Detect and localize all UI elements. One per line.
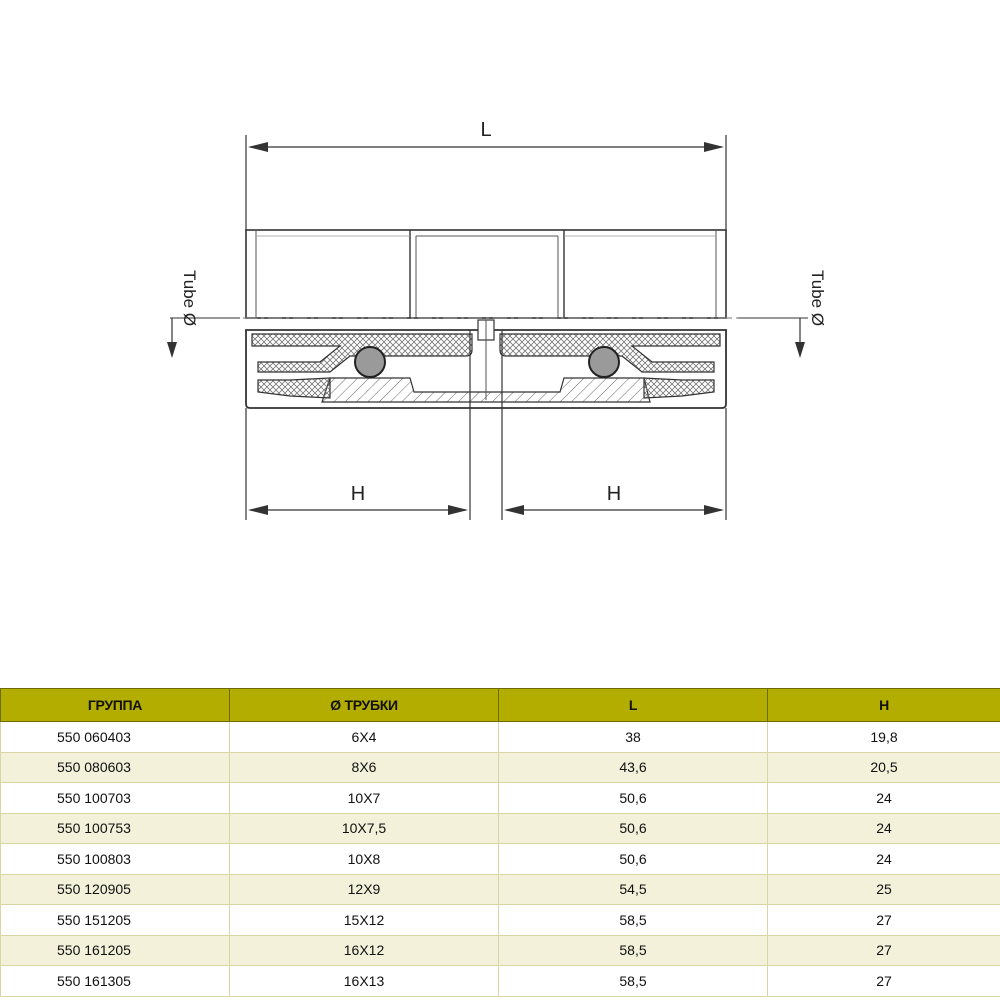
cell-group: 550 100803 [1, 844, 230, 875]
cell-group: 550 100753 [1, 813, 230, 844]
table-row [1, 966, 1000, 997]
cell-tube: 12X9 [230, 874, 499, 905]
cell-length: 58,5 [499, 905, 768, 936]
cell-group: 550 161205 [1, 935, 230, 966]
cell-tube: 8X6 [230, 752, 499, 783]
header-tube-diameter: Ø ТРУБКИ [230, 689, 499, 722]
table-row [1, 783, 1000, 814]
cell-half: 24 [768, 844, 1000, 875]
cell-half: 20,5 [768, 752, 1000, 783]
cell-tube: 16X13 [230, 966, 499, 997]
cell-group: 550 120905 [1, 874, 230, 905]
cell-length: 54,5 [499, 874, 768, 905]
spec-table [0, 688, 1000, 997]
cell-group: 550 151205 [1, 905, 230, 936]
cell-group: 550 100703 [1, 783, 230, 814]
cell-half: 27 [768, 905, 1000, 936]
table-row [1, 874, 1000, 905]
tube-diameter-right [738, 270, 827, 358]
cell-group: 550 060403 [1, 722, 230, 753]
cell-length: 38 [499, 722, 768, 753]
cell-length: 50,6 [499, 813, 768, 844]
cell-half: 24 [768, 783, 1000, 814]
connector-cross-section [246, 320, 726, 408]
cell-tube: 15X12 [230, 905, 499, 936]
table-row [1, 813, 1000, 844]
cell-group: 550 161305 [1, 966, 230, 997]
table-row [1, 752, 1000, 783]
cell-length: 50,6 [499, 844, 768, 875]
header-half-length: H [768, 689, 1000, 722]
cell-half: 24 [768, 813, 1000, 844]
table-row [1, 844, 1000, 875]
cell-tube: 10X7,5 [230, 813, 499, 844]
cell-half: 25 [768, 874, 1000, 905]
cell-tube: 10X8 [230, 844, 499, 875]
cell-tube: 6X4 [230, 722, 499, 753]
table-row [1, 935, 1000, 966]
tube-label-right: Tube Ø [808, 270, 827, 327]
cell-length: 43,6 [499, 752, 768, 783]
table-row [1, 905, 1000, 936]
dim-half-right-label: H [606, 483, 622, 505]
cell-tube: 10X7 [230, 783, 499, 814]
cell-length: 58,5 [499, 966, 768, 997]
connector-body-exterior [246, 230, 726, 318]
dim-half-left-label: H [350, 483, 366, 505]
cell-length: 58,5 [499, 935, 768, 966]
cell-half: 27 [768, 935, 1000, 966]
table-header-row [1, 689, 1000, 722]
header-length: L [499, 689, 768, 722]
cell-half: 27 [768, 966, 1000, 997]
cell-half: 19,8 [768, 722, 1000, 753]
dim-length-label: L [480, 119, 492, 141]
cell-group: 550 080603 [1, 752, 230, 783]
cell-length: 50,6 [499, 783, 768, 814]
header-group: ГРУППА [1, 689, 230, 722]
tube-label-left: Tube Ø [180, 270, 199, 327]
tube-diameter-left [167, 270, 240, 358]
table-row [1, 722, 1000, 753]
dim-length [246, 119, 726, 232]
cell-tube: 16X12 [230, 935, 499, 966]
